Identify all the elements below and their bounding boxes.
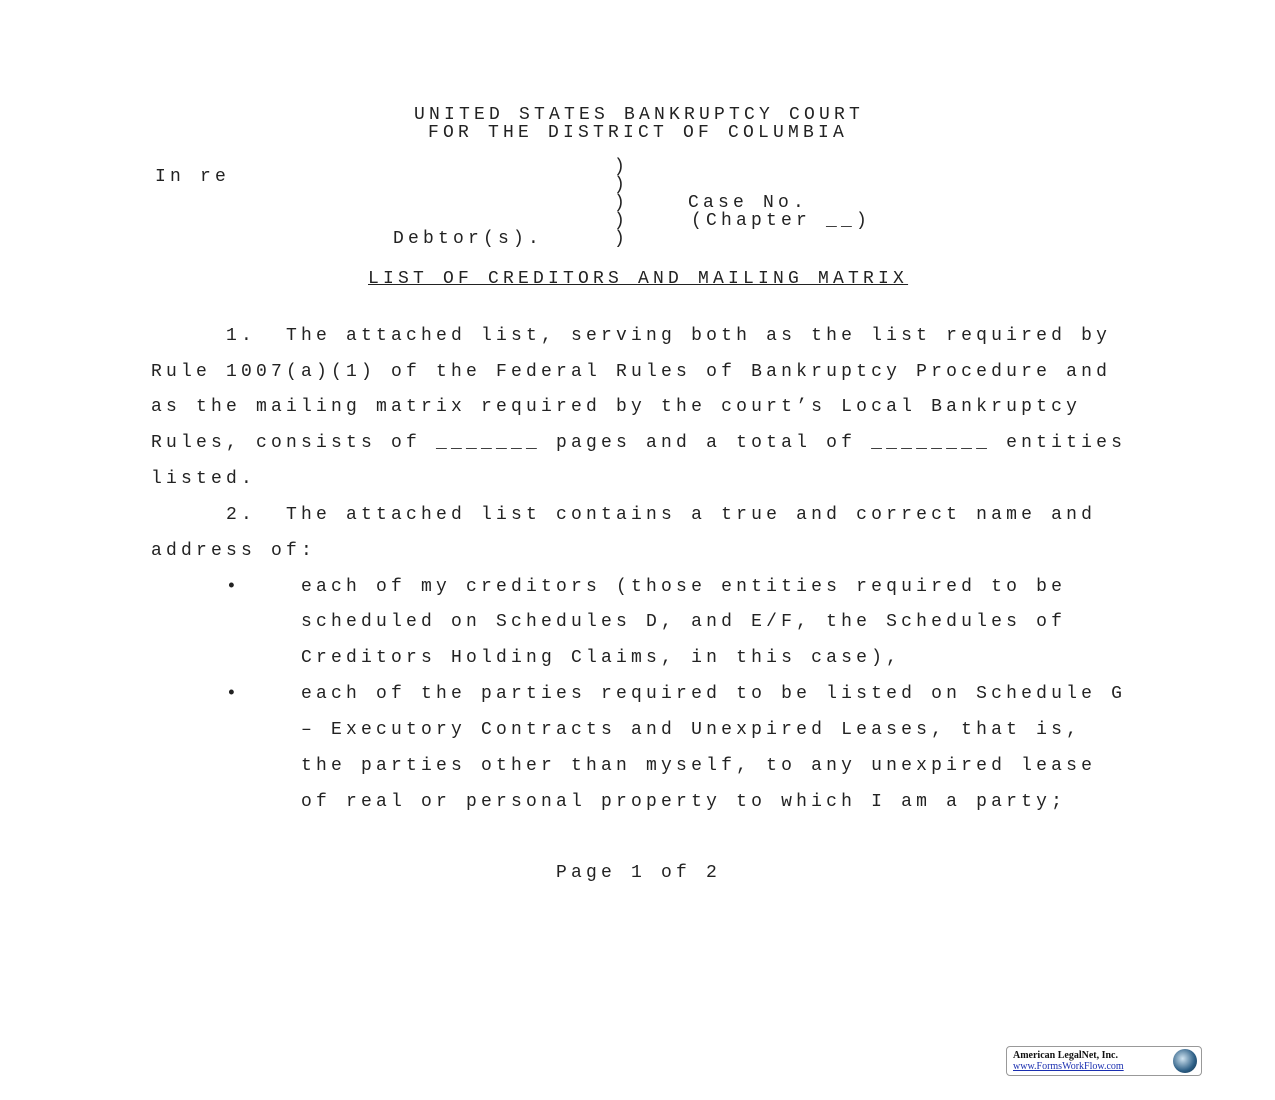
bullet-line: of real or personal property to which I am a party; bbox=[151, 792, 1067, 812]
body-line: Rule 1007(a)(1) of the Federal Rules of Bankruptcy Procedure and bbox=[151, 362, 1112, 382]
bullet-line: – Executory Contracts and Unexpired Leases, that is, bbox=[151, 720, 1082, 740]
page-number: Page 1 of 2 bbox=[556, 863, 722, 883]
caption-paren: ) bbox=[614, 229, 630, 249]
body-line: address of: bbox=[151, 541, 317, 561]
bullet-line: • each of my creditors (those entities required to be bbox=[151, 577, 1067, 597]
publisher-logo bbox=[1006, 1046, 1202, 1076]
globe-icon bbox=[1173, 1049, 1197, 1073]
in-re-label: In re bbox=[155, 167, 231, 187]
publisher-link[interactable]: www.FormsWorkFlow.com bbox=[1013, 1061, 1124, 1072]
bullet-line: Creditors Holding Claims, in this case), bbox=[151, 648, 902, 668]
case-no-label: Case No. bbox=[688, 193, 809, 213]
body-line: Rules, consists of _______ pages and a total of ________ entities bbox=[151, 433, 1127, 453]
caption-paren: ) bbox=[614, 193, 630, 213]
caption-paren: ) bbox=[614, 175, 630, 195]
body-line: as the mailing matrix required by the court’s Local Bankruptcy bbox=[151, 397, 1082, 417]
body-line: listed. bbox=[151, 469, 257, 489]
bullet-line: scheduled on Schedules D, and E/F, the Schedules of bbox=[151, 612, 1067, 632]
caption-paren: ) bbox=[614, 211, 630, 231]
district-name: FOR THE DISTRICT OF COLUMBIA bbox=[428, 123, 849, 143]
publisher-name: American LegalNet, Inc. bbox=[1013, 1050, 1118, 1061]
bullet-line: • each of the parties required to be listed on Schedule G bbox=[151, 684, 1127, 704]
bullet-line: the parties other than myself, to any unexpired lease bbox=[151, 756, 1097, 776]
document-title: LIST OF CREDITORS AND MAILING MATRIX bbox=[368, 269, 909, 289]
chapter-label: (Chapter __) bbox=[691, 211, 872, 231]
body-line: 1. The attached list, serving both as the list required by bbox=[151, 326, 1112, 346]
court-name: UNITED STATES BANKRUPTCY COURT bbox=[414, 105, 865, 125]
body-line: 2. The attached list contains a true and correct name and bbox=[151, 505, 1097, 525]
debtor-label: Debtor(s). bbox=[393, 229, 544, 249]
caption-paren: ) bbox=[614, 157, 630, 177]
